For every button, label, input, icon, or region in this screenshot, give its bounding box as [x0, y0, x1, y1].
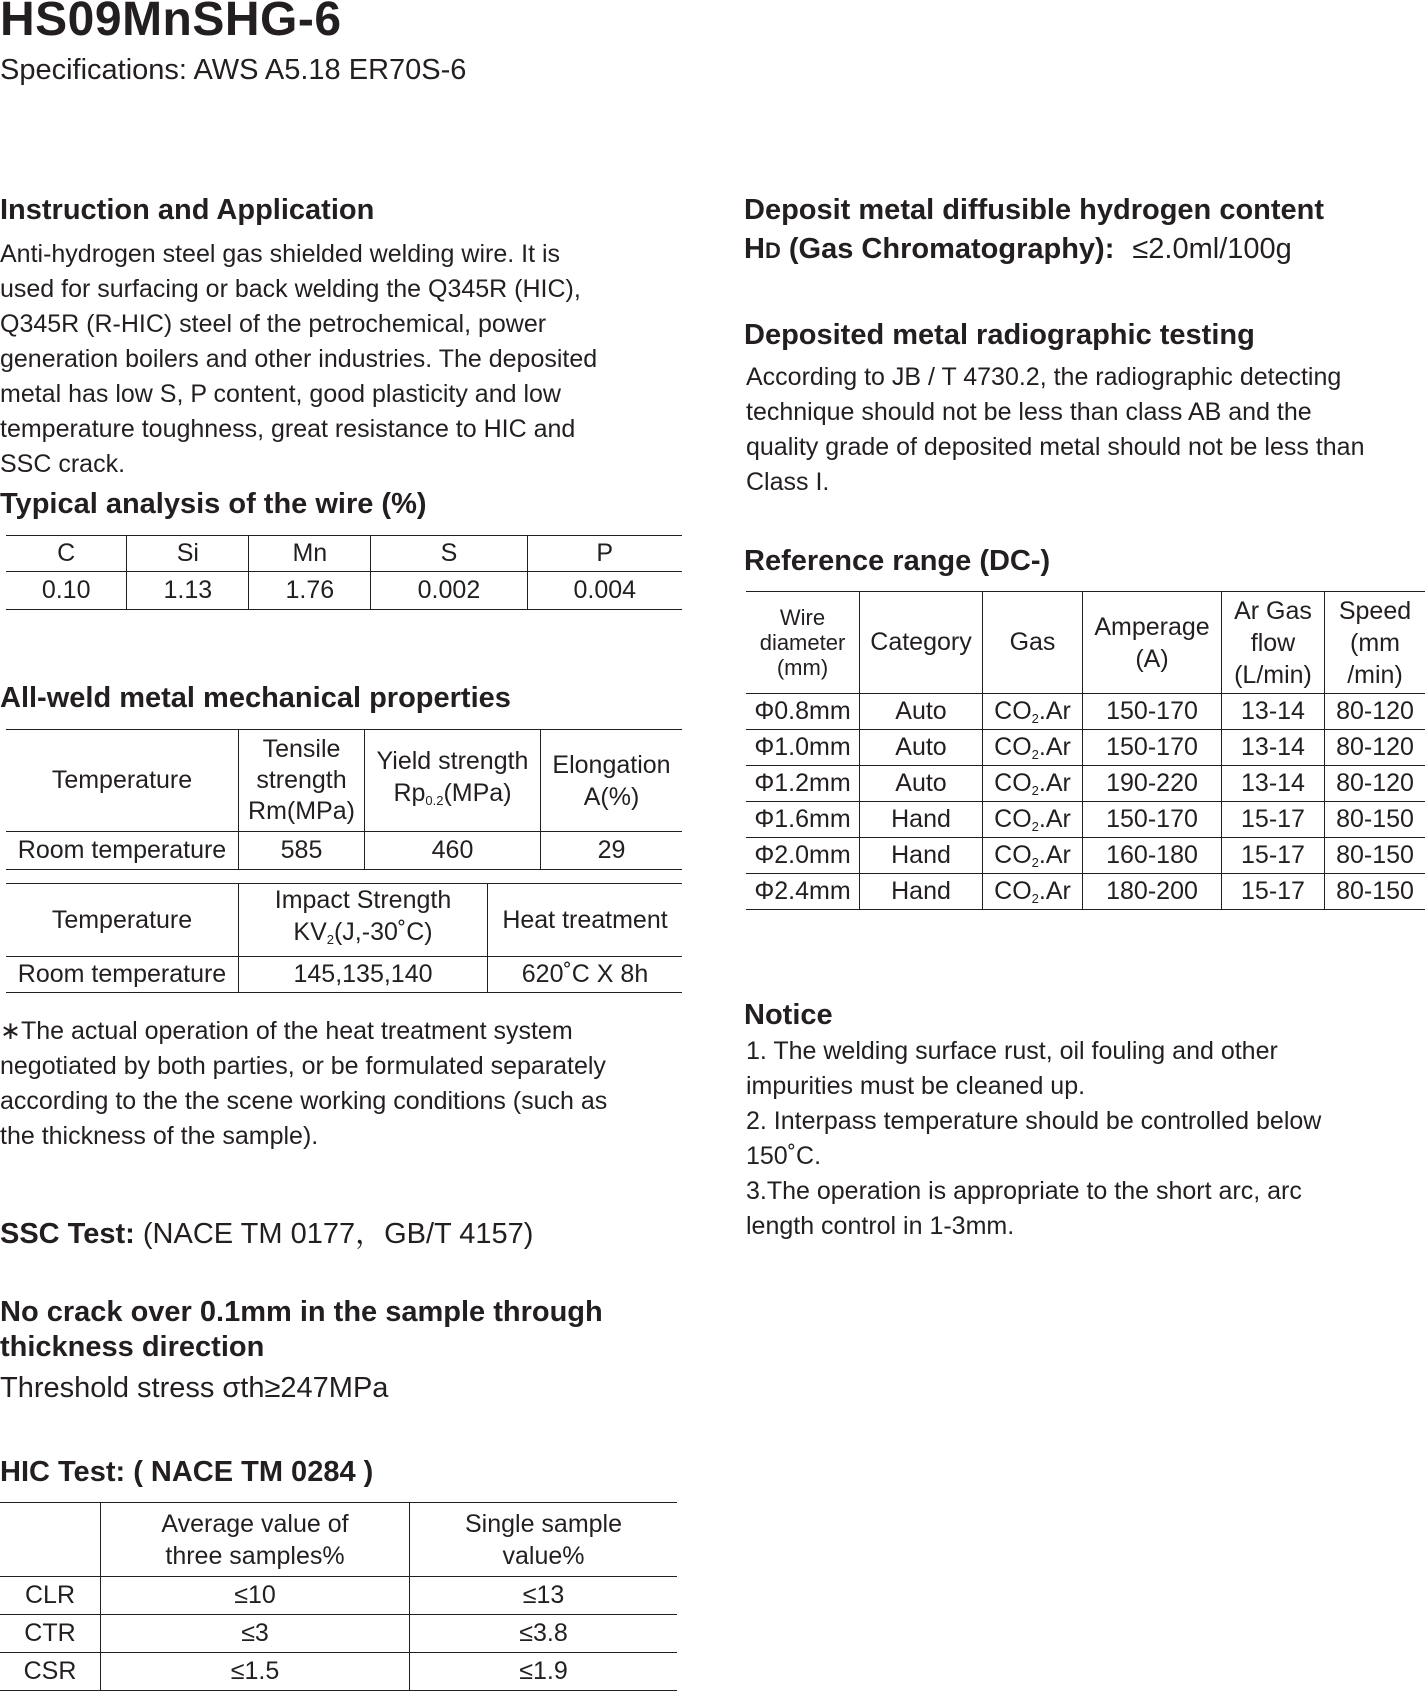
- header-line: Average value of: [101, 1508, 409, 1540]
- notice-heading: Notice: [744, 998, 833, 1033]
- table-header-row: [6, 730, 682, 832]
- table-row: [6, 957, 682, 993]
- header-line: (L/min): [1222, 659, 1324, 691]
- cell-speed: 80-150: [1325, 874, 1425, 910]
- no-crack-statement: [0, 1295, 603, 1365]
- table-row: [746, 694, 1425, 730]
- cell-amperage: 150-170: [1083, 730, 1222, 766]
- table-row: [0, 1615, 677, 1653]
- hydrogen-symbol: H: [744, 233, 765, 265]
- gas-co: CO: [994, 769, 1032, 797]
- col-header-speed: [1325, 592, 1425, 694]
- cell: 460: [365, 832, 541, 870]
- instruction-text: [0, 237, 680, 482]
- header-line: Yield strength: [365, 745, 540, 777]
- col-header-gas-flow: [1222, 592, 1325, 694]
- header-line: Impact Strength: [239, 884, 487, 916]
- cell-amperage: 160-180: [1083, 838, 1222, 874]
- yield-subscript: 0.2: [425, 793, 443, 808]
- cell: 1.13: [127, 572, 249, 610]
- impact-unit: (J,-30˚C): [334, 918, 433, 946]
- header-line: diameter: [746, 630, 859, 655]
- gas-co: CO: [994, 877, 1032, 905]
- cell-amperage: 190-220: [1083, 766, 1222, 802]
- cell-gas: [983, 802, 1083, 838]
- gas-ar: .Ar: [1039, 697, 1071, 725]
- cell: ≤13: [410, 1577, 678, 1615]
- cell-speed: 80-120: [1325, 694, 1425, 730]
- cell: 0.002: [371, 572, 527, 610]
- cell-speed: 80-150: [1325, 838, 1425, 874]
- no-crack-line: thickness direction: [0, 1330, 603, 1365]
- hic-table: [0, 1502, 677, 1691]
- header-line: (A): [1083, 643, 1221, 675]
- notice-line: 150˚C.: [746, 1139, 1416, 1174]
- gas-ar: .Ar: [1039, 841, 1071, 869]
- gas-ar: .Ar: [1039, 769, 1071, 797]
- hydrogen-heading: Deposit metal diffusible hydrogen content: [744, 191, 1324, 230]
- cell-wire: Φ0.8mm: [746, 694, 860, 730]
- gas-subscript: 2: [1032, 855, 1039, 870]
- heat-treatment-note: [0, 1014, 690, 1154]
- cell-category: Auto: [860, 730, 983, 766]
- cell-speed: 80-120: [1325, 766, 1425, 802]
- radiographic-line: technique should not be less than class AB and the: [746, 395, 1416, 430]
- col-header: P: [527, 536, 682, 572]
- mechanical-heading: All-weld metal mechanical properties: [0, 681, 511, 716]
- cell: ≤3.8: [410, 1615, 678, 1653]
- cell: 0.10: [6, 572, 127, 610]
- col-header-elongation: [541, 730, 683, 832]
- gas-co: CO: [994, 697, 1032, 725]
- cell: 1.76: [249, 572, 371, 610]
- table-row: [746, 766, 1425, 802]
- cell: CSR: [0, 1653, 101, 1691]
- table-header-row: [6, 536, 682, 572]
- cell-category: Hand: [860, 802, 983, 838]
- product-title: HS09MnSHG-6: [0, 0, 342, 47]
- cell-speed: 80-120: [1325, 730, 1425, 766]
- header-line: [365, 777, 540, 817]
- cell-speed: 80-150: [1325, 802, 1425, 838]
- table-row: [0, 1577, 677, 1615]
- header-line: Speed: [1325, 595, 1425, 627]
- cell-wire: Φ1.0mm: [746, 730, 860, 766]
- col-header: C: [6, 536, 127, 572]
- cell-gas: [983, 694, 1083, 730]
- col-header-temperature: Temperature: [6, 884, 239, 957]
- gas-co: CO: [994, 805, 1032, 833]
- cell-amperage: 180-200: [1083, 874, 1222, 910]
- table-row: [746, 802, 1425, 838]
- header-line: strength: [239, 765, 364, 796]
- hydrogen-value: ≤2.0ml/100g: [1132, 233, 1291, 265]
- instruction-line: Q345R (R-HIC) steel of the petrochemical, power: [0, 307, 680, 342]
- cell-gas: [983, 766, 1083, 802]
- table-row: [6, 572, 682, 610]
- col-header-empty: [0, 1503, 101, 1577]
- hydrogen-symbol-small: D: [765, 238, 781, 263]
- hydrogen-method: (Gas Chromatography):: [781, 233, 1115, 265]
- header-line: Rm(MPa): [239, 796, 364, 827]
- table-row: [0, 1653, 677, 1691]
- header-line: Amperage: [1083, 611, 1221, 643]
- col-header-single: [410, 1503, 678, 1577]
- cell-category: Hand: [860, 874, 983, 910]
- hic-heading: HIC Test: ( NACE TM 0284 ): [0, 1455, 373, 1490]
- typical-heading: Typical analysis of the wire (%): [0, 487, 427, 522]
- col-header-heat-treatment: Heat treatment: [488, 884, 683, 957]
- instruction-line: temperature toughness, great resistance to HIC and: [0, 412, 680, 447]
- gas-ar: .Ar: [1039, 877, 1071, 905]
- cell: CLR: [0, 1577, 101, 1615]
- col-header-amperage: [1083, 592, 1222, 694]
- col-header-average: [101, 1503, 410, 1577]
- col-header-temperature: Temperature: [6, 730, 239, 832]
- instruction-line: generation boilers and other industries. The deposited: [0, 342, 680, 377]
- cell: Room temperature: [6, 957, 239, 993]
- specifications: Specifications: AWS A5.18 ER70S-6: [0, 54, 466, 87]
- col-header-tensile: [239, 730, 365, 832]
- cell-flow: 13-14: [1222, 694, 1325, 730]
- notice-text: [746, 1034, 1416, 1244]
- gas-subscript: 2: [1032, 747, 1039, 762]
- cell: Room temperature: [6, 832, 239, 870]
- col-header: Si: [127, 536, 249, 572]
- header-line: /min): [1325, 659, 1425, 691]
- gas-subscript: 2: [1032, 891, 1039, 906]
- cell: 145,135,140: [239, 957, 488, 993]
- gas-co: CO: [994, 733, 1032, 761]
- notice-line: 2. Interpass temperature should be controlled below: [746, 1104, 1416, 1139]
- cell: CTR: [0, 1615, 101, 1653]
- cell-gas: [983, 730, 1083, 766]
- table-header-row: [0, 1503, 677, 1577]
- instruction-heading: Instruction and Application: [0, 193, 374, 228]
- cell-gas: [983, 874, 1083, 910]
- cell-wire: Φ2.0mm: [746, 838, 860, 874]
- cell: ≤3: [101, 1615, 410, 1653]
- ssc-label: SSC Test:: [0, 1218, 135, 1250]
- cell-amperage: 150-170: [1083, 694, 1222, 730]
- table-row: [6, 832, 682, 870]
- header-line: three samples%: [101, 1540, 409, 1572]
- gas-ar: .Ar: [1039, 733, 1071, 761]
- radiographic-line: According to JB / T 4730.2, the radiographic detecting: [746, 360, 1416, 395]
- impact-kv: KV: [293, 918, 326, 946]
- cell: 29: [541, 832, 683, 870]
- typical-analysis-table: [6, 535, 682, 610]
- cell-flow: 13-14: [1222, 766, 1325, 802]
- mechanical-table: [6, 729, 682, 870]
- cell-flow: 15-17: [1222, 838, 1325, 874]
- col-header-category: Category: [860, 592, 983, 694]
- ssc-test: [0, 1211, 533, 1252]
- cell-category: Auto: [860, 694, 983, 730]
- col-header-wire-diameter: [746, 592, 860, 694]
- gas-subscript: 2: [1032, 819, 1039, 834]
- no-crack-line: No crack over 0.1mm in the sample through: [0, 1295, 603, 1330]
- header-line: Wire: [746, 605, 859, 630]
- table-row: [746, 730, 1425, 766]
- header-line: (mm: [1325, 627, 1425, 659]
- header-line: Single sample: [410, 1508, 677, 1540]
- note-line: negotiated by both parties, or be formulated separately: [0, 1049, 690, 1084]
- col-header-gas: Gas: [983, 592, 1083, 694]
- header-line: Tensile: [239, 734, 364, 765]
- cell: 0.004: [527, 572, 682, 610]
- gas-co: CO: [994, 841, 1032, 869]
- col-header: Mn: [249, 536, 371, 572]
- impact-subscript: 2: [327, 932, 334, 947]
- threshold-stress: Threshold stress σth≥247MPa: [0, 1372, 388, 1405]
- yield-unit: (MPa): [443, 779, 511, 807]
- cell-amperage: 150-170: [1083, 802, 1222, 838]
- table-header-row: [6, 884, 682, 957]
- reference-heading: Reference range (DC-): [744, 544, 1050, 579]
- cell: ≤1.9: [410, 1653, 678, 1691]
- header-line: [239, 916, 487, 956]
- cell-flow: 13-14: [1222, 730, 1325, 766]
- impact-table: [6, 883, 682, 993]
- cell-category: Hand: [860, 838, 983, 874]
- hydrogen-line: [744, 230, 1324, 270]
- notice-line: impurities must be cleaned up.: [746, 1069, 1416, 1104]
- instruction-line: Anti-hydrogen steel gas shielded welding wire. It is: [0, 237, 680, 272]
- cell-flow: 15-17: [1222, 802, 1325, 838]
- note-line: ∗The actual operation of the heat treatment system: [0, 1014, 690, 1049]
- header-line: Elongation: [541, 749, 682, 781]
- gas-ar: .Ar: [1039, 805, 1071, 833]
- cell: ≤10: [101, 1577, 410, 1615]
- cell-wire: Φ2.4mm: [746, 874, 860, 910]
- radiographic-line: Class I.: [746, 465, 1416, 500]
- cell-wire: Φ1.2mm: [746, 766, 860, 802]
- header-line: A(%): [541, 781, 682, 813]
- cell-flow: 15-17: [1222, 874, 1325, 910]
- instruction-line: metal has low S, P content, good plasticity and low: [0, 377, 680, 412]
- cell: 620˚C X 8h: [488, 957, 683, 993]
- cell-category: Auto: [860, 766, 983, 802]
- cell-wire: Φ1.6mm: [746, 802, 860, 838]
- header-line: flow: [1222, 627, 1324, 659]
- hydrogen-content: [744, 191, 1324, 270]
- reference-range-table: [746, 591, 1425, 910]
- header-line: (mm): [746, 655, 859, 680]
- col-header: S: [371, 536, 527, 572]
- cell: ≤1.5: [101, 1653, 410, 1691]
- table-row: [746, 838, 1425, 874]
- note-line: the thickness of the sample).: [0, 1119, 690, 1154]
- instruction-line: used for surfacing or back welding the Q345R (HIC),: [0, 272, 680, 307]
- ssc-value: (NACE TM 0177，GB/T 4157): [135, 1218, 534, 1250]
- col-header-yield: [365, 730, 541, 832]
- notice-line: 1. The welding surface rust, oil fouling and other: [746, 1034, 1416, 1069]
- gas-subscript: 2: [1032, 783, 1039, 798]
- header-line: Ar Gas: [1222, 595, 1324, 627]
- header-line: value%: [410, 1540, 677, 1572]
- notice-line: 3.The operation is appropriate to the short arc, arc: [746, 1174, 1416, 1209]
- table-header-row: [746, 592, 1425, 694]
- col-header-impact: [239, 884, 488, 957]
- radiographic-line: quality grade of deposited metal should not be less than: [746, 430, 1416, 465]
- radiographic-text: [746, 360, 1416, 500]
- notice-line: length control in 1-3mm.: [746, 1209, 1416, 1244]
- instruction-line: SSC crack.: [0, 447, 680, 482]
- yield-rp: Rp: [393, 779, 425, 807]
- table-row: [746, 874, 1425, 910]
- radiographic-heading: Deposited metal radiographic testing: [744, 318, 1255, 353]
- cell: 585: [239, 832, 365, 870]
- gas-subscript: 2: [1032, 711, 1039, 726]
- cell-gas: [983, 838, 1083, 874]
- note-line: according to the the scene working conditions (such as: [0, 1084, 690, 1119]
